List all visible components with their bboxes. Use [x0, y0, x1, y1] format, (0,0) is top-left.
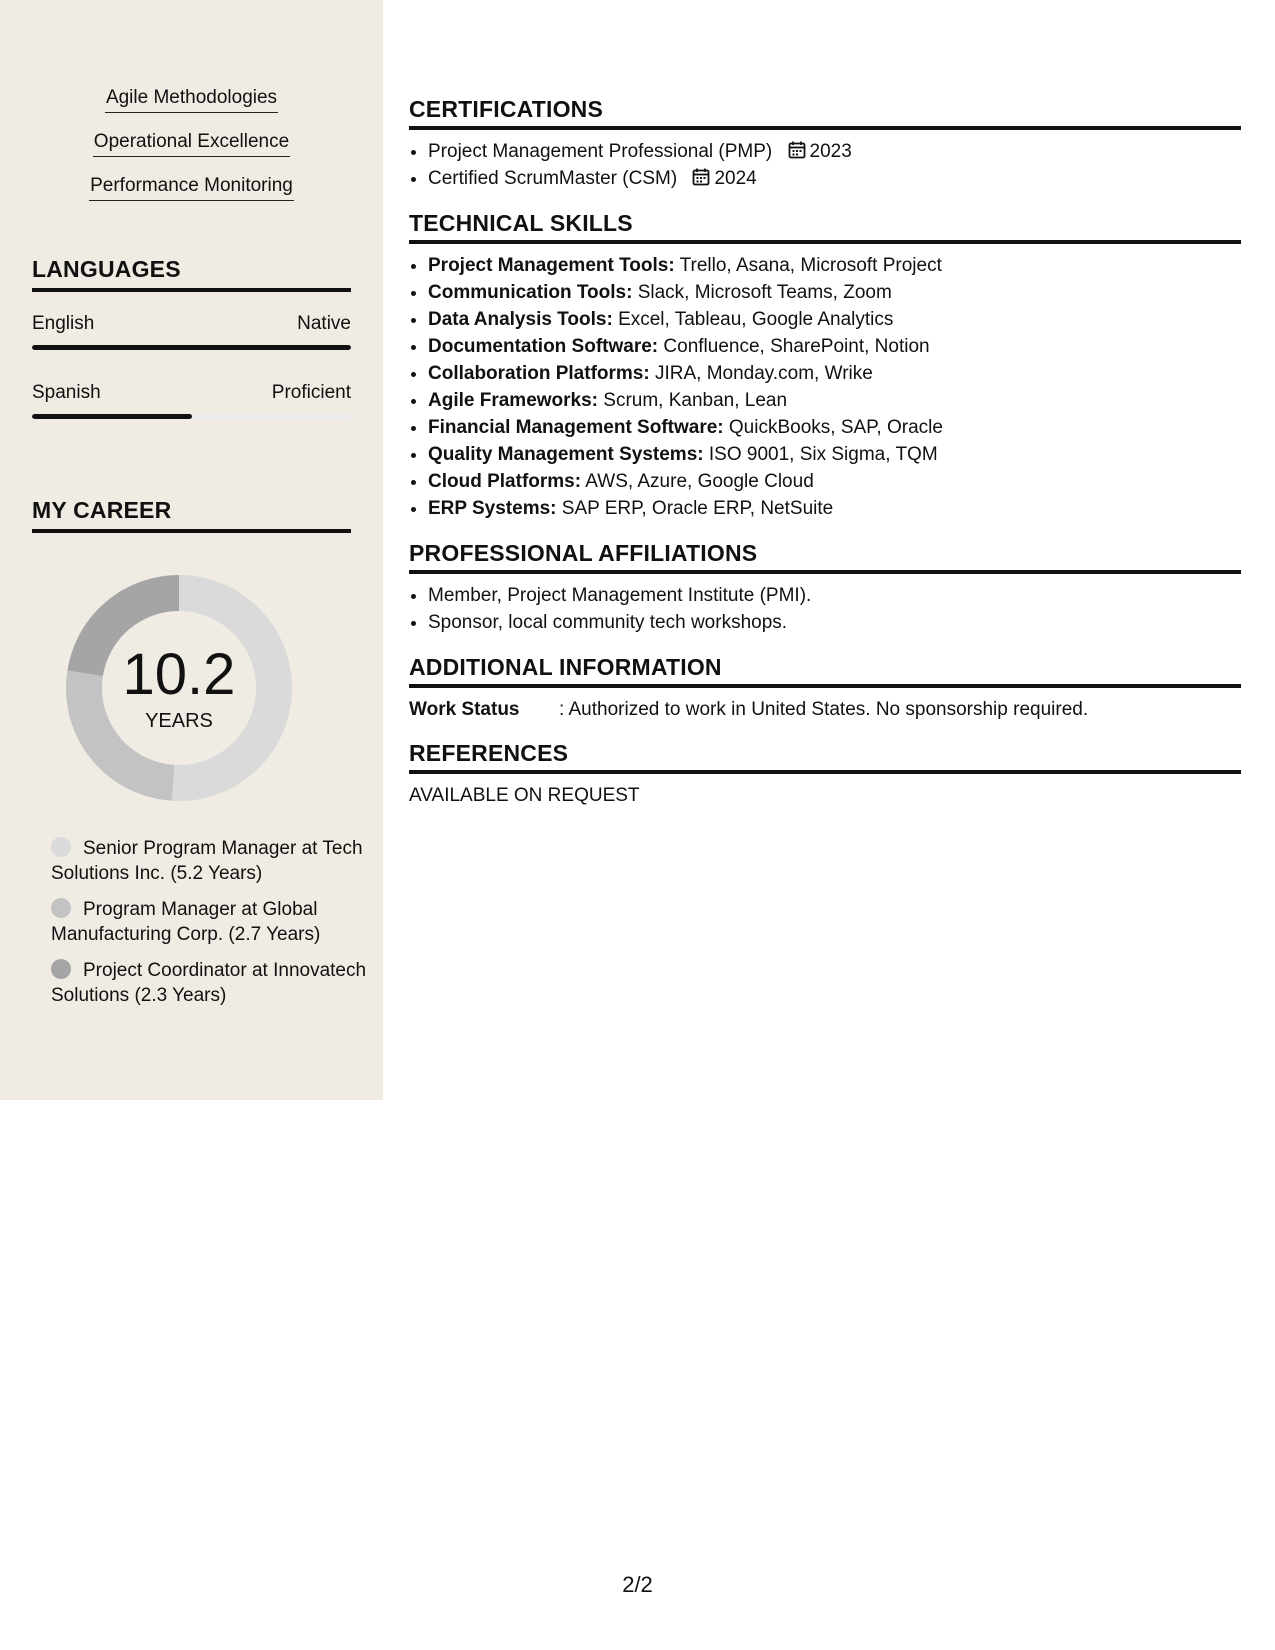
skill-value: QuickBooks, SAP, Oracle	[728, 417, 943, 438]
certification-item	[428, 165, 1241, 192]
additional-info-heading: ADDITIONAL INFORMATION	[409, 654, 1241, 688]
skill-label: Communication Tools:	[428, 282, 633, 303]
skill-item	[428, 306, 1241, 333]
skill-label: Data Analysis Tools:	[428, 309, 613, 330]
language-level: Proficient	[271, 382, 351, 403]
skill-value: ISO 9001, Six Sigma, TQM	[708, 444, 938, 465]
technical-skills-list	[409, 252, 1241, 522]
skill-label: ERP Systems:	[428, 498, 557, 519]
skill-item	[428, 387, 1241, 414]
skill-item	[428, 360, 1241, 387]
legend-label: Senior Program Manager at Tech Solutions Inc. (5.2 Years)	[51, 838, 363, 884]
legend-item	[51, 897, 371, 947]
work-status-row	[409, 696, 1241, 723]
legend-dot	[51, 837, 71, 857]
skill-item	[428, 414, 1241, 441]
technical-skills-heading: TECHNICAL SKILLS	[409, 210, 1241, 244]
references-heading: REFERENCES	[409, 740, 1241, 774]
career-legend	[51, 836, 371, 1019]
legend-label: Program Manager at Global Manufacturing Corp. (2.7 Years)	[51, 899, 321, 945]
career-donut-chart	[66, 575, 292, 801]
legend-dot	[51, 959, 71, 979]
certifications-heading: CERTIFICATIONS	[409, 96, 1241, 130]
affiliation-item: • Sponsor, local community tech workshops.	[428, 609, 1241, 636]
page-number: 2/2	[622, 1572, 653, 1597]
work-status-label: Work Status	[409, 699, 520, 720]
skill-label: Financial Management Software:	[428, 417, 724, 438]
certification-name: Certified ScrumMaster (CSM)	[428, 168, 678, 189]
legend-label: Project Coordinator at Innovatech Solutions (2.3 Years)	[51, 960, 367, 1006]
skill-item	[428, 333, 1241, 360]
legend-dot	[51, 898, 71, 918]
language-bar-fill	[32, 414, 192, 419]
sidebar	[0, 0, 383, 1100]
skill-value: Excel, Tableau, Google Analytics	[618, 309, 894, 330]
skill-label: Collaboration Platforms:	[428, 363, 650, 384]
skill-label: Quality Management Systems:	[428, 444, 704, 465]
skill-value: JIRA, Monday.com, Wrike	[654, 363, 873, 384]
skill-value: AWS, Azure, Google Cloud	[585, 471, 814, 492]
calendar-icon	[788, 141, 806, 159]
legend-item	[51, 958, 371, 1008]
certifications-list	[409, 138, 1241, 192]
career-total-unit: YEARS	[145, 710, 213, 732]
language-bar-fill	[32, 345, 351, 350]
affiliations-list	[409, 582, 1241, 636]
skill-value: Trello, Asana, Microsoft Project	[679, 255, 942, 276]
skill-tag: Operational Excellence	[93, 130, 290, 157]
languages-heading: LANGUAGES	[32, 256, 351, 292]
skill-value: SAP ERP, Oracle ERP, NetSuite	[561, 498, 834, 519]
career-heading: MY CAREER	[32, 497, 351, 533]
main-content	[409, 96, 1241, 809]
certification-year: 2024	[714, 168, 757, 189]
skill-label: Project Management Tools:	[428, 255, 675, 276]
skill-tag: Performance Monitoring	[89, 174, 294, 201]
certification-year: 2023	[809, 141, 852, 162]
skill-tag: Agile Methodologies	[105, 86, 278, 113]
language-bar	[32, 345, 351, 350]
skill-item	[428, 279, 1241, 306]
skill-label: Cloud Platforms:	[428, 471, 582, 492]
language-bar	[32, 414, 351, 419]
language-name: Spanish	[32, 382, 101, 403]
skill-item	[428, 252, 1241, 279]
language-name: English	[32, 313, 95, 334]
career-total-value: 10.2	[122, 642, 236, 707]
skill-value: Confluence, SharePoint, Notion	[663, 336, 930, 357]
legend-item	[51, 836, 371, 886]
affiliation-item: • Member, Project Management Institute (PMI).	[428, 582, 1241, 609]
calendar-icon	[692, 168, 710, 186]
skill-value: Scrum, Kanban, Lean	[603, 390, 788, 411]
certification-item	[428, 138, 1241, 165]
skill-label: Agile Frameworks:	[428, 390, 598, 411]
affiliations-heading: PROFESSIONAL AFFILIATIONS	[409, 540, 1241, 574]
references-text: AVAILABLE ON REQUEST	[409, 785, 640, 806]
skill-item	[428, 441, 1241, 468]
language-level: Native	[297, 313, 351, 334]
certification-name: Project Management Professional (PMP)	[428, 141, 773, 162]
skill-label: Documentation Software:	[428, 336, 659, 357]
work-status-value: : Authorized to work in United States. No sponsorship required.	[559, 699, 1089, 720]
skill-item	[428, 495, 1241, 522]
skills-list	[0, 86, 383, 218]
skill-value: Slack, Microsoft Teams, Zoom	[637, 282, 892, 303]
skill-item	[428, 468, 1241, 495]
